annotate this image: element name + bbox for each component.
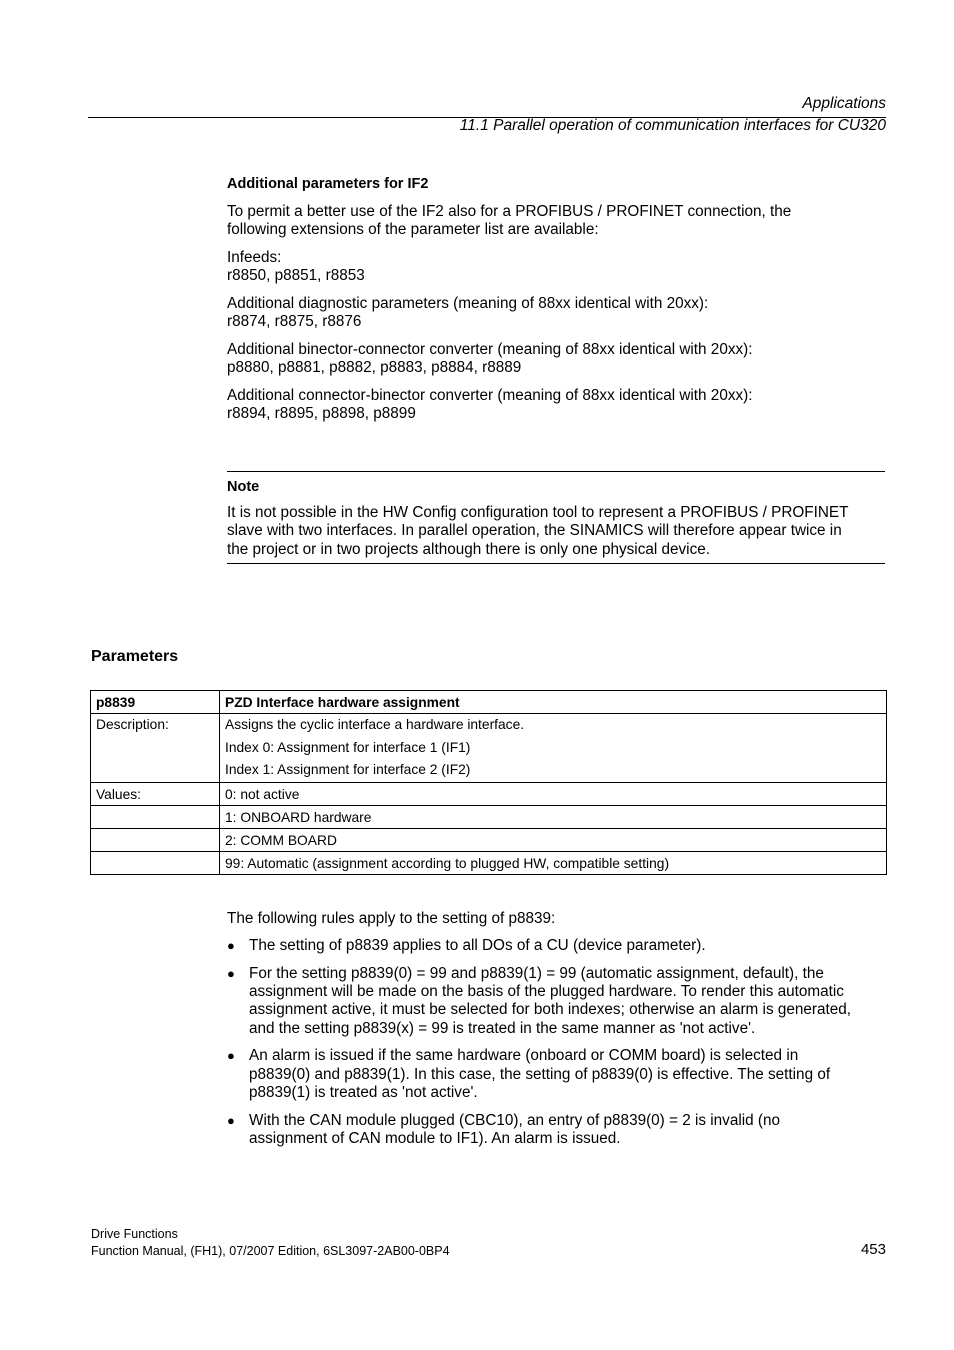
if2-group-binector-connector: Additional binector-connector converter (meaning of 88xx identical with 20xx): p8880, p8881, p8882, p8883, p8884, r8889 — [227, 341, 753, 377]
parameters-heading: Parameters — [91, 648, 179, 665]
header-rule — [88, 117, 886, 118]
note-title: Note — [227, 479, 260, 495]
table-header-row — [91, 691, 887, 714]
bullet-icon: ● — [227, 1112, 235, 1128]
list-item: ● For the setting p8839(0) = 99 and p8839(1) = 99 (automatic assignment, default), the assignment will be made on the basis of the plugged hardware. To render this automatic assignment active, it must be selected for both indexes; otherwise an alarm is generated, and the setting p8839(x) = 99 is treated in the same manner as 'not active'. — [227, 964, 851, 1037]
if2-heading: Additional parameters for IF2 — [227, 176, 429, 192]
param-number: p8839 — [91, 691, 220, 714]
list-item: ● With the CAN module plugged (CBC10), an entry of p8839(0) = 2 is invalid (no assignment of CAN module to IF1). An alarm is issued. — [227, 1111, 780, 1148]
note-body: It is not possible in the HW Config configuration tool to represent a PROFIBUS / PROFINET slave with two interfaces. In parallel operation, the SINAMICS will therefore appear twice in the project or in two projects although there is only one physical device. — [227, 504, 849, 558]
value-cell: 99: Automatic (assignment according to plugged HW, compatible setting) — [220, 852, 887, 875]
list-item: ● An alarm is issued if the same hardware (onboard or COMM board) is selected in p8839(0) and p8839(1). In this case, the setting of p8839(0) is effective. The setting of p8839(1) is treated as 'not active'. — [227, 1047, 831, 1102]
values-label: Values: — [91, 783, 220, 806]
if2-group-infeeds: Infeeds: r8850, p8851, r8853 — [227, 249, 365, 285]
page-number: 453 — [860, 1241, 886, 1258]
param-name: PZD Interface hardware assignment — [220, 691, 887, 714]
empty-cell — [91, 829, 220, 852]
parameter-table — [90, 690, 887, 875]
footer-title: Drive Functions — [91, 1227, 178, 1241]
table-row — [91, 806, 887, 829]
table-row — [91, 829, 887, 852]
description-label: Description: — [91, 714, 220, 783]
rules-intro: The following rules apply to the setting of p8839: — [227, 910, 556, 927]
note-bottom-rule — [227, 563, 885, 564]
value-cell: 1: ONBOARD hardware — [220, 806, 887, 829]
rules-list — [227, 937, 887, 1158]
table-row — [91, 852, 887, 875]
if2-group-connector-binector: Additional connector-binector converter (meaning of 88xx identical with 20xx): r8894, r8895, p8898, p8899 — [227, 387, 753, 423]
description-cell: Assigns the cyclic interface a hardware interface. Index 0: Assignment for interface 1 (IF1) Index 1: Assignment for interface 2 (IF2) — [220, 714, 887, 783]
if2-intro: To permit a better use of the IF2 also for a PROFIBUS / PROFINET connection, the following extensions of the parameter list are available: — [227, 203, 792, 239]
footer-edition: Function Manual, (FH1), 07/2007 Edition, 6SL3097-2AB00-0BP4 — [91, 1244, 450, 1258]
bullet-icon: ● — [227, 938, 235, 953]
value-cell: 2: COMM BOARD — [220, 829, 887, 852]
bullet-icon: ● — [227, 1048, 235, 1064]
empty-cell — [91, 852, 220, 875]
running-header-section: 11.1 Parallel operation of communication interfaces for CU320 — [459, 117, 886, 134]
if2-group-diagnostic: Additional diagnostic parameters (meaning of 88xx identical with 20xx): r8874, r8875, r8876 — [227, 295, 709, 331]
table-row — [91, 783, 887, 806]
table-row-description — [91, 714, 887, 783]
note-top-rule — [227, 471, 885, 472]
list-item: ● The setting of p8839 applies to all DOs of a CU (device parameter). — [227, 937, 706, 954]
value-cell: 0: not active — [220, 783, 887, 806]
empty-cell — [91, 806, 220, 829]
bullet-icon: ● — [227, 965, 235, 981]
running-header-chapter: Applications — [802, 95, 886, 112]
